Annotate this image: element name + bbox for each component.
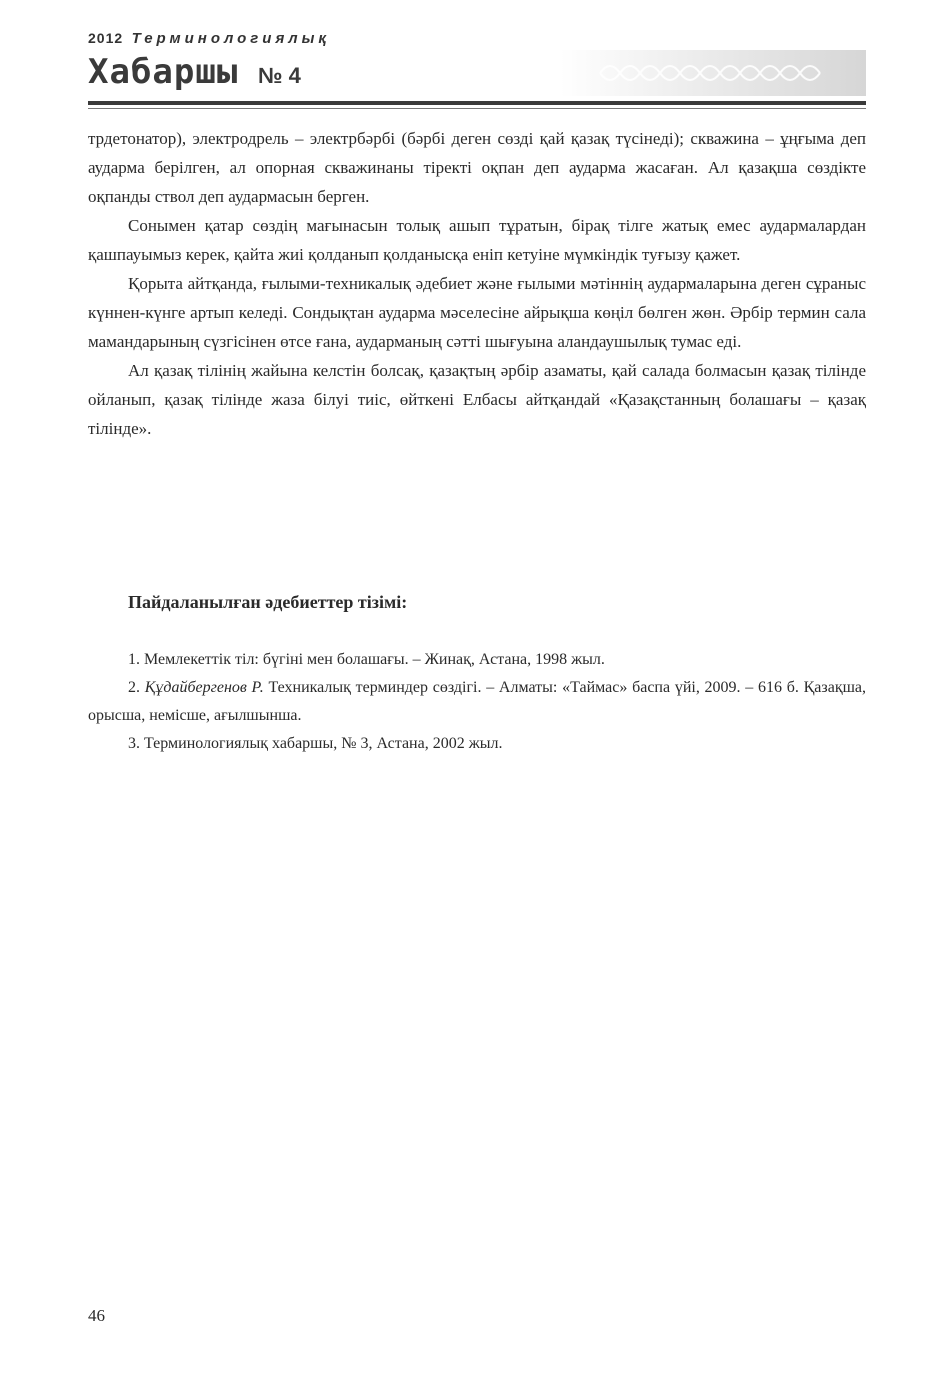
page-number: 46 [88,1306,105,1325]
header-year: 2012 [88,30,124,46]
references-heading: Пайдаланылған әдебиеттер тізімі: [128,592,408,612]
header-rule-thick [88,101,866,105]
header-year-line [88,30,330,48]
header-rule-thin [88,108,866,109]
reference-item [88,674,866,730]
paragraph-2: Сонымен қатар сөздің мағынасын толық ашып тұратын, бірақ тілге жатық емес аудармалардан қашпауымыз керек, қайта жиі қолданып қолданысқа еніп кетуіне мүмкіндік туғызу қажет. [88,216,866,264]
paragraph-4: Ал қазақ тілінің жайына келстін болсақ, қазақтың әрбір азаматы, қай салада болмасын қазақ тілінде ойланып, қазақ тілінде жаза білуі тиіс, өйткені Елбасы айтқандай «Қазақстанның болашағы – қазақ тілінде». [88,361,866,438]
reference-number: 2. [128,679,140,696]
journal-title: Хабаршы [88,52,239,92]
issue-number: № 4 [257,63,301,88]
paragraph-1: трдетонатор), электродрель – электрбәрбі (бәрбі деген сөзді қай қазақ түсінеді); скважина – ұңғыма деп аударма берілген, ал опорная скважинаны тіректі оқпан деп аударма жасаған. Ал қазақша сөздікте оқпанды ствол деп аудармасын берген. [88,129,866,206]
article-body [88,124,866,443]
header-series: Терминологиялық [131,30,331,47]
paragraph-3: Қорыта айтқанда, ғылыми-техникалық әдебиет және ғылыми мәтіннің аудармаларына деген сұраныс күннен-күнге артып келеді. Сондықтан аударма мәселесіне айрықша көңіл бөлген жөн. Әрбір термин сала мамандарының сүзгісінен өтсе ғана, аударманың сәтті шығуына аландаушылық тумас еді. [88,274,866,351]
reference-item: 3. Терминологиялық хабаршы, № 3, Астана, 2002 жыл. [128,735,503,752]
ornament-pattern-icon [560,50,866,96]
reference-author: Құдайбергенов Р. [144,679,264,696]
ornament-band [560,50,866,96]
reference-item: 1. Мемлекеттік тіл: бүгіні мен болашағы. – Жинақ, Астана, 1998 жыл. [128,651,605,668]
references-list [88,646,866,758]
header-title-line [88,52,301,92]
reference-text: Техникалық терминдер сөздігі. – Алматы: «Таймас» баспа үйі, 2009. – 616 б. Қазақша, орысша, немісше, ағылшынша. [88,679,867,724]
